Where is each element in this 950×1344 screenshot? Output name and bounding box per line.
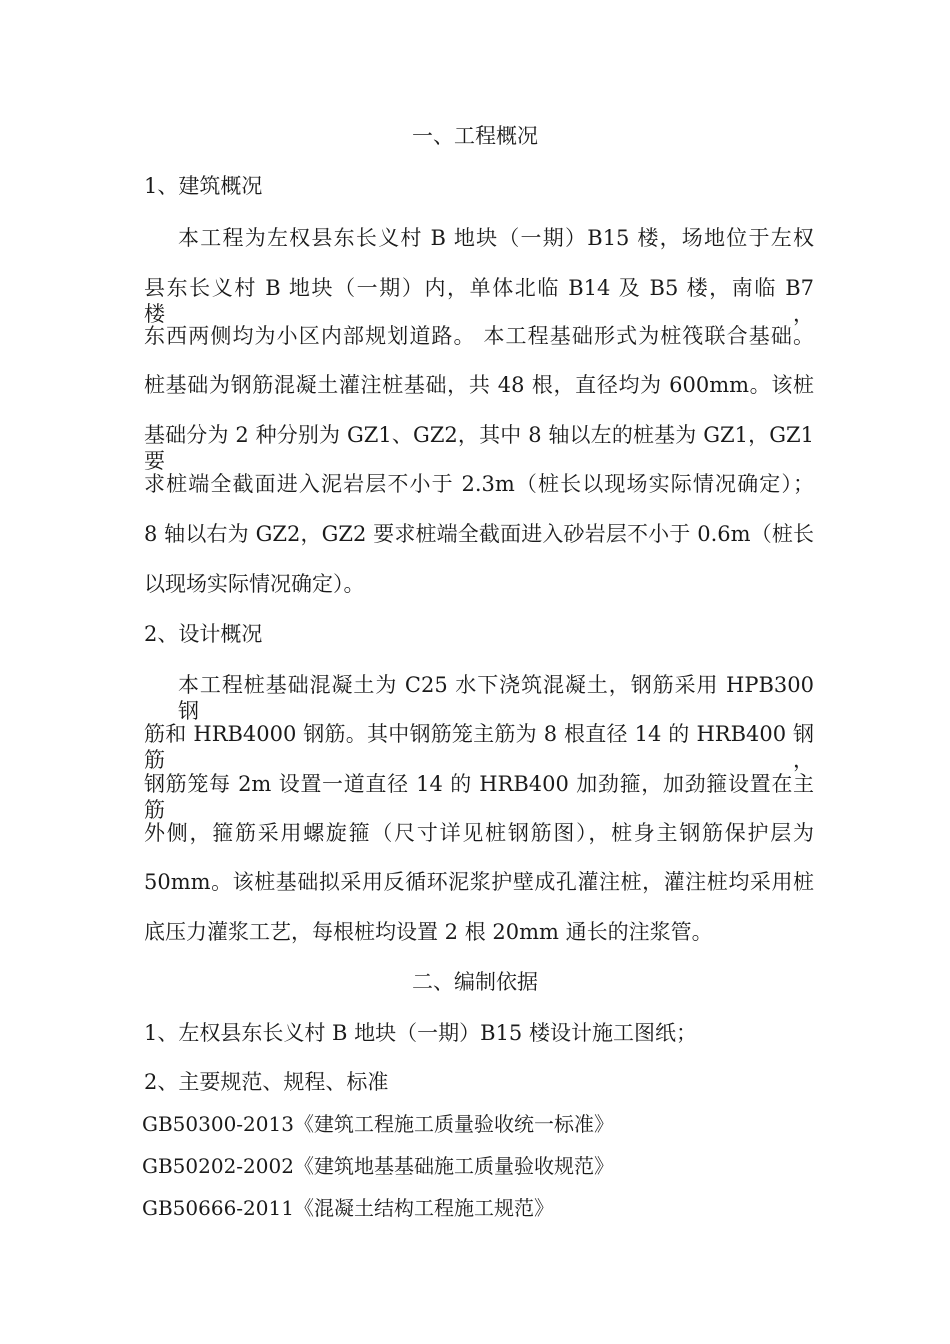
paragraph-line: 东西两侧均为小区内部规划道路。 本工程基础形式为桩筏联合基础。	[144, 324, 814, 348]
basis-item: 2、主要规范、规程、标准	[144, 1070, 389, 1094]
paragraph-line: 8 轴以右为 GZ2，GZ2 要求桩端全截面进入砂岩层不小于 0.6m（桩长	[144, 522, 814, 546]
basis-item: 1、左权县东长义村 B 地块（一期）B15 楼设计施工图纸；	[144, 1021, 697, 1045]
paragraph-line: 外侧，箍筋采用螺旋箍（尺寸详见桩钢筋图），桩身主钢筋保护层为	[144, 821, 814, 845]
subsection-title-design: 2、设计概况	[144, 622, 263, 646]
standard-reference: GB50666-2011《混凝土结构工程施工规范》	[142, 1196, 554, 1220]
paragraph-line: 底压力灌浆工艺，每根桩均设置 2 根 20mm 通长的注浆管。	[144, 920, 713, 944]
paragraph-line: 本工程桩基础混凝土为 C25 水下浇筑混凝土，钢筋采用 HPB300 钢	[178, 673, 814, 723]
paragraph-line: 筋和 HRB4000 钢筋。其中钢筋笼主筋为 8 根直径 14 的 HRB400 钢筋，	[144, 722, 814, 772]
paragraph-line: 以现场实际情况确定）。	[144, 572, 365, 596]
paragraph-line: 求桩端全截面进入泥岩层不小于 2.3m（桩长以现场实际情况确定）；	[144, 472, 814, 496]
standard-reference: GB50300-2013《建筑工程施工质量验收统一标准》	[142, 1112, 614, 1136]
paragraph-line: 县东长义村 B 地块（一期）内，单体北临 B14 及 B5 楼，南临 B7 楼，	[144, 276, 814, 326]
paragraph-line: 本工程为左权县东长义村 B 地块（一期）B15 楼，场地位于左权	[178, 226, 814, 250]
section-heading-overview: 一、工程概况	[412, 124, 538, 148]
section-heading-basis: 二、编制依据	[412, 970, 538, 994]
paragraph-line: 基础分为 2 种分别为 GZ1、GZ2，其中 8 轴以左的桩基为 GZ1，GZ1 要	[144, 423, 814, 473]
standard-reference: GB50202-2002《建筑地基基础施工质量验收规范》	[142, 1154, 614, 1178]
subsection-title-building: 1、建筑概况	[144, 174, 263, 198]
paragraph-line: 桩基础为钢筋混凝土灌注桩基础，共 48 根，直径均为 600mm。该桩	[144, 373, 814, 397]
paragraph-line: 钢筋笼每 2m 设置一道直径 14 的 HRB400 加劲箍，加劲箍设置在主筋	[144, 772, 814, 822]
paragraph-line: 50mm。该桩基础拟采用反循环泥浆护壁成孔灌注桩，灌注桩均采用桩	[144, 870, 814, 894]
